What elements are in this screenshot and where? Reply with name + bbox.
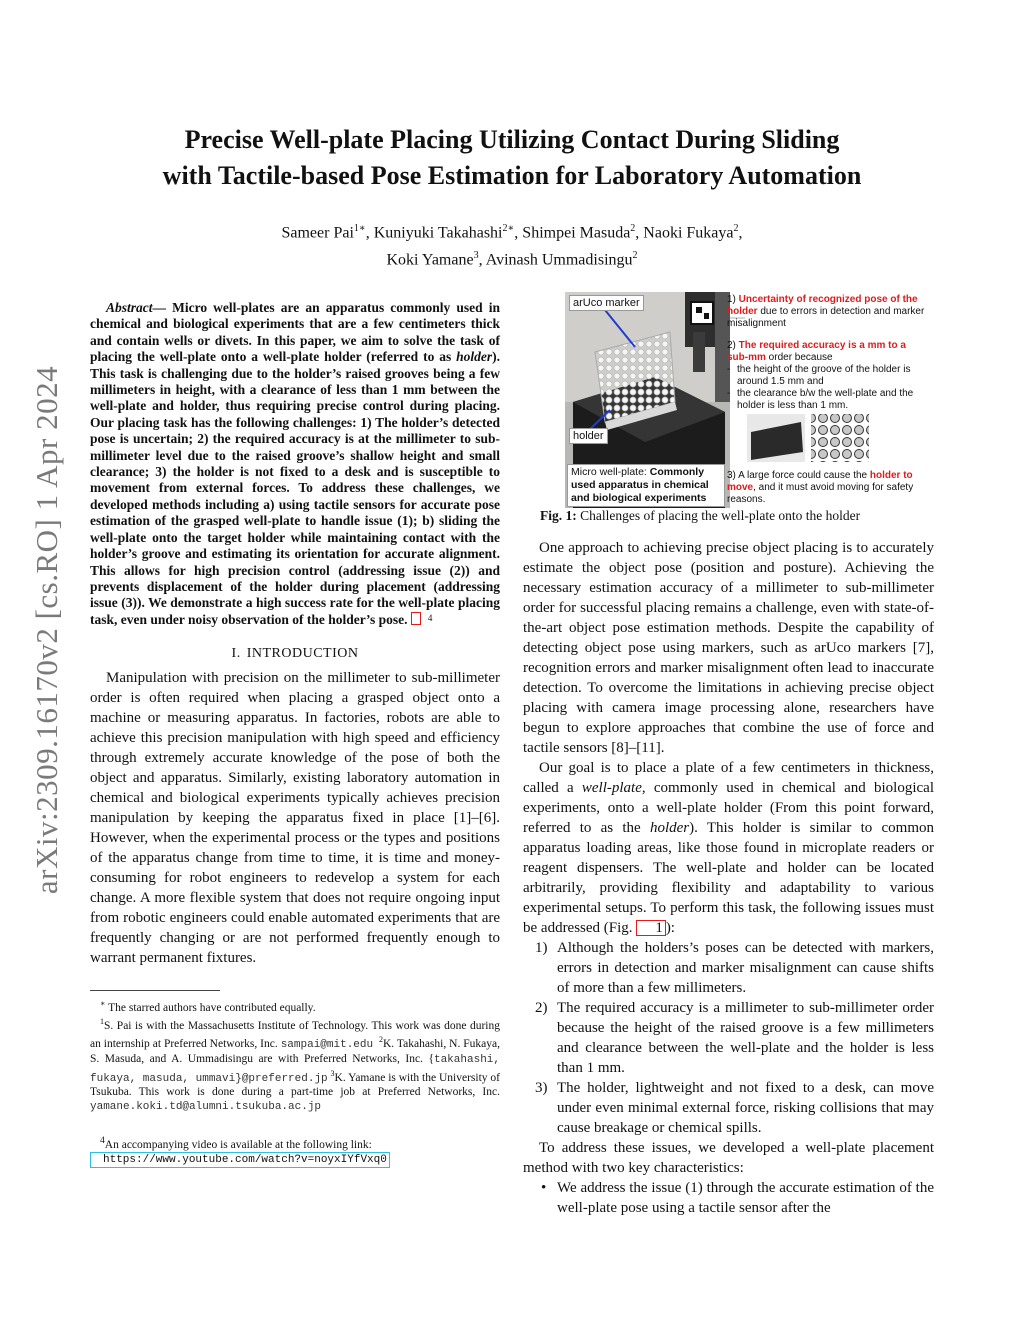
intro-paragraph-1: Manipulation with precision on the millimeter to sub-millimeter order is often required when placing a grasped object onto a machine or measuring apparatus. In factories, robots are able to achieve this precision manipulation with high speed and efficiency through extremely accurate knowledge of the pose of both the object and apparatus. Similarly, existing laboratory automation in chemical and biological experiments typically achieves precision manipulation by keeping the apparatus fixed in place [1]–[6]. However, when the experimental process or the types and positions of the apparatus change from time to time, it is time and money-consuming for robot engineers to redevelop a system for each change. A more flexible system that does not require ongoing input from robotic engineers could enable automated experiments that are frequently changing or are not performed frequently enough to warrant permanent fixtures. [90, 670, 500, 967]
footnote-video [90, 1134, 500, 1168]
list-item [523, 1078, 934, 1138]
list-item [523, 998, 934, 1078]
footnote-mark: 3 [330, 1068, 335, 1078]
section-heading-introduction [90, 646, 500, 662]
contribution-list [523, 1178, 934, 1218]
author: Shimpei Masuda [522, 224, 631, 242]
list-text: We address the issue (1) through the accurate estimation of the well-plate pose using a tactile sensor after the [557, 1180, 934, 1216]
footnote-mark: 2 [378, 1034, 383, 1044]
right-paragraph-2 [523, 758, 934, 938]
list-number: 1) [535, 940, 548, 956]
text: ): [665, 920, 675, 936]
author-separator: , [365, 224, 374, 242]
footnote-text: An accompanying video is available at the following link: [104, 1139, 372, 1152]
footnote-starred [90, 997, 500, 1015]
abstract-text-1: Micro well-plates are an apparatus commonly used in chemical and biological experiments that are a few centimeters thick and contain wells or divets. In this paper, we aim to solve the task of placing the well-plate onto a well-plate holder (referred to as [90, 300, 500, 365]
section-number: I. [231, 646, 241, 662]
email[interactable]: takahashi, fukaya, masuda, ummavi [90, 1053, 500, 1085]
label-holder: holder [569, 428, 608, 444]
right-column [523, 538, 934, 1218]
author-affiliation: 1∗ [353, 223, 366, 234]
abstract-text-2: ). This task is challenging due to the holder’s raised grooves being a few millimeters in height, with a clearance of less than 1 mm between the well-plate and holder, thus requiring precise control during placing. Our placing task has the following challenges: 1) The holder’s detected pose is uncertain; 2) the required accuracy is at the millimeter to sub-millimeter level due to the raised groove’s shallow height and small clearance; 3) the holder is not fixed to a desk and is susceptible to movement from external forces. To address these challenges, we developed methods including a) using tactile sensors for accurate pose estimation of the grasped well-plate to handle issue (1); b) sliding the well-plate onto the target holder while maintaining contact with the holder’s groove and estimating its orientation for accurate alignment. This allows for high precision control (addressing issue (2)) and prevents displacement of the holder during placement (addressing issue (3)). We demonstrate a high success rate for the well-plate placing task, even under noisy observation of the holder’s pose. [90, 349, 500, 627]
author-separator: , [738, 224, 743, 242]
author: Koki Yamane [386, 251, 474, 269]
list-text: Although the holders’s poses can be detected with markers, errors in detection and marker misalignment can cause shifts of more than a few millimeters. [557, 940, 934, 996]
footnote-divider [90, 990, 220, 991]
callout-1 [727, 294, 927, 330]
author-affiliation: 2 [632, 250, 638, 262]
robot-gripper [693, 332, 705, 372]
callout-bullet-text: the clearance b/w the well-plate and the holder is less than 1 mm. [737, 388, 914, 411]
video-link[interactable]: https://www.youtube.com/watch?v=noyxIYfVxq0 [90, 1152, 390, 1168]
author-affiliation: 2 [733, 223, 739, 234]
callout-bullet: - the height of the groove of the holder is around 1.5 mm and [727, 364, 911, 387]
footnote-mark: ∗ [100, 999, 106, 1009]
callout-bullet-text: the height of the groove of the holder is around 1.5 mm and [737, 364, 911, 387]
callout-emphasis: The required accuracy is a mm to a sub-mm [727, 340, 906, 363]
author: Sameer Pai [281, 224, 354, 242]
label-micro-description: Commonly used apparatus in chemical and biological experiments [571, 466, 709, 504]
author-separator: , [478, 251, 486, 269]
authors-line-1 [150, 217, 874, 244]
paper-title [120, 122, 904, 194]
text: , commonly used in chemical and biological experiments, onto a well-plate holder (From this point forward, referred to as the [523, 780, 934, 836]
label-aruco-marker: arUco marker [569, 295, 644, 311]
callout-text: , and it must avoid moving for safety reasons. [727, 482, 914, 505]
author-list [150, 217, 874, 272]
left-column [90, 300, 500, 1168]
list-text: The holder, lightweight and not fixed to a desk, can move under even minimal external force, risking collisions that may cause breakage or chemical spills. [557, 1080, 934, 1136]
author-affiliation: 2∗ [502, 223, 515, 234]
text: Our goal is to place a plate of a few centimeters in thickness, called a [523, 760, 934, 796]
abstract-emphasis: holder [456, 349, 493, 365]
abstract-dash: — [152, 300, 173, 315]
author: Avinash Ummadisingu [485, 251, 633, 269]
list-number: 2) [535, 1000, 548, 1016]
callout-emphasis: holder to move [727, 470, 913, 493]
author: Kuniyuki Takahashi [373, 224, 503, 242]
callout-emphasis: Uncertainty of recognized pose of the holder [727, 294, 918, 317]
email-domain[interactable]: }@preferred.jp [235, 1072, 328, 1085]
aruco-marker-cell [704, 313, 709, 319]
list-item [523, 938, 934, 998]
callout-text: A large force could cause the [738, 470, 870, 481]
figure-1 [565, 292, 925, 508]
callout-text: due to errors in detection and marker misalignment [727, 306, 925, 329]
callout-bullet: - the clearance b/w the well-plate and the holder is less than 1 mm. [727, 388, 914, 411]
emphasis: well-plate [581, 780, 642, 796]
figure-reference-link[interactable]: 1 [636, 920, 666, 936]
author-affiliation: 3 [473, 250, 479, 262]
callout-2 [727, 340, 927, 412]
authors-line-2 [150, 244, 874, 271]
title-line-2: with Tactile-based Pose Estimation for Laboratory Automation [162, 161, 862, 190]
author: Naoki Fukaya [643, 224, 734, 242]
callout-3 [727, 470, 927, 506]
caption-text: Challenges of placing the well-plate onto the holder [576, 508, 861, 523]
footnote-text: S. Pai is with the Massachusetts Institute of Technology. This work was done during an internship at Preferred Networks, Inc. [90, 1019, 500, 1050]
aruco-marker-cell [696, 307, 702, 313]
list-text: The required accuracy is a millimeter to sub-millimeter order because the height of the raised groove is a few millimeters and clearance between the well-plate and the holder is less than 1 mm. [557, 1000, 934, 1076]
callout-number: 3) [727, 470, 739, 481]
author-affiliation: 2 [630, 223, 636, 234]
text: ). This holder is similar to common apparatus loading areas, like those found in microplate readers or reagent dispensers. The well-plate and holder can be located arbitrarily, providing flexibility and adaptability to various experimental setups. To perform this task, the following issues must be addressed (Fig. [523, 820, 934, 936]
footnote-text: K. Yamane is with the University of Tsukuba. This work is done during a part-time job at Preferred Networks, Inc. [90, 1071, 500, 1099]
email[interactable]: sampai@mit.edu [280, 1038, 374, 1051]
well-closeup-photo [811, 414, 869, 462]
label-micro-well-plate [567, 464, 725, 507]
callout-number: 2) [727, 340, 739, 351]
right-paragraph-3: To address these issues, we developed a well-plate placement method with two key characteristics: [523, 1140, 934, 1176]
footnote-text: The starred authors have contributed equally. [108, 1001, 316, 1014]
callout-number: 1) [727, 294, 739, 305]
footnote-mark: 4 [100, 1135, 105, 1147]
author-separator: , [514, 224, 523, 242]
right-paragraph-1: One approach to achieving precise object placing is to accurately estimate the object pose (position and posture). Achieving the necessary estimation accuracy of a millimeter to sub-millimeter order for successful placing remains a challenge, even with state-of-the-art object pose estimation methods. Despite the capability of detecting object pose using markers, such as arUco markers [7], recognition errors and marker misalignment often lead to inaccurate detection. To overcome the limitations in achieving precise object placing with camera image processing alone, researchers have begun to explore approaches that combine the use of force and tactile sensors [8]–[11]. [523, 540, 934, 756]
caption-label: Fig. 1: [540, 508, 577, 523]
emphasis: holder [649, 820, 690, 836]
arxiv-id-text: arXiv:2309.16170v2 [cs.RO] 1 Apr 2024 [29, 365, 64, 895]
list-item [523, 1178, 934, 1218]
footnote-affiliations [90, 1015, 500, 1114]
figure-caption [540, 508, 860, 524]
author-separator: , [635, 224, 644, 242]
list-number: 3) [535, 1080, 548, 1096]
callout-text: order because [765, 352, 833, 363]
issue-list [523, 938, 934, 1138]
title-line-1: Precise Well-plate Placing Utilizing Contact During Sliding [184, 125, 840, 154]
section-title: INTRODUCTION [246, 646, 359, 662]
footnote-link-4[interactable]: 4 [411, 612, 421, 625]
footnote-mark: 1 [100, 1016, 104, 1026]
bullet: • [541, 1180, 547, 1196]
footnote-text: K. Takahashi, N. Fukaya, S. Masuda, and A. Ummadisingu are with Preferred Networks, Inc. { [90, 1037, 500, 1065]
arxiv-identifier [22, 300, 72, 960]
email[interactable]: yamane.koki.td@alumni.tsukuba.ac.jp [90, 1101, 322, 1114]
abstract [90, 300, 500, 628]
label-micro-title: Micro well-plate: [571, 466, 650, 478]
abstract-lead: Abstract [106, 300, 153, 315]
